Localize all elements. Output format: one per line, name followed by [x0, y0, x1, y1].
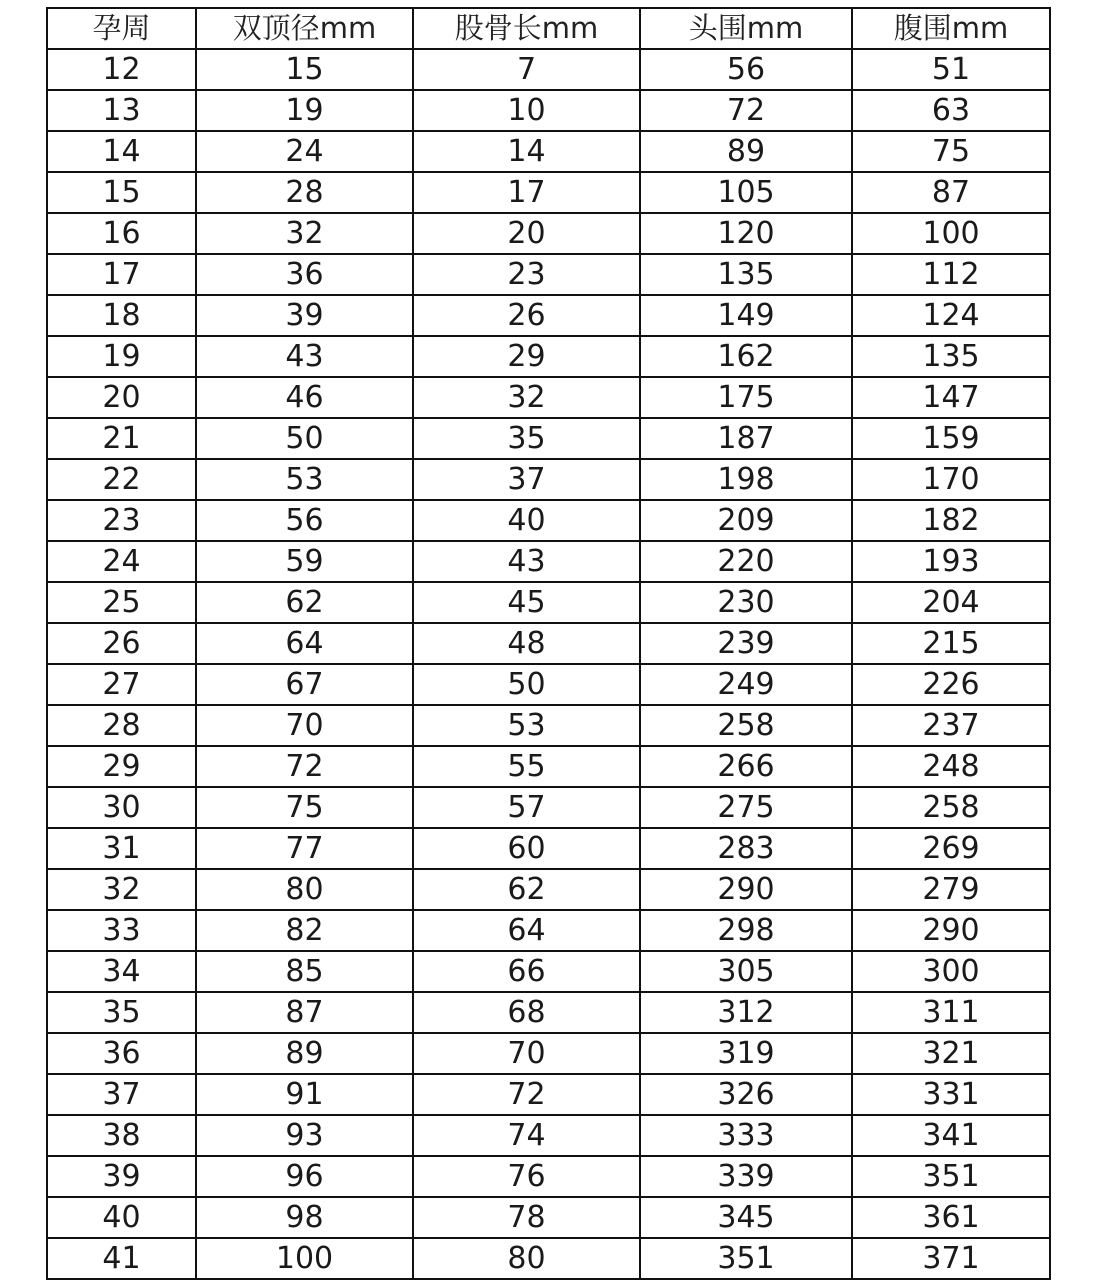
cell-biparietal-diameter: 15: [196, 49, 413, 90]
cell-femur-length: 74: [413, 1115, 640, 1156]
table-row: [47, 459, 1050, 500]
cell-biparietal-diameter: 32: [196, 213, 413, 254]
cell-head-circumference: 305: [640, 951, 852, 992]
cell-gestational-week: 22: [47, 459, 196, 500]
cell-femur-length: 64: [413, 910, 640, 951]
cell-abdominal-circumference: 258: [852, 787, 1050, 828]
cell-head-circumference: 249: [640, 664, 852, 705]
cell-head-circumference: 239: [640, 623, 852, 664]
cell-head-circumference: 56: [640, 49, 852, 90]
fetal-growth-table-wrapper: [46, 7, 1049, 1280]
cell-femur-length: 80: [413, 1238, 640, 1279]
cell-biparietal-diameter: 77: [196, 828, 413, 869]
cell-gestational-week: 41: [47, 1238, 196, 1279]
cell-abdominal-circumference: 237: [852, 705, 1050, 746]
cell-gestational-week: 30: [47, 787, 196, 828]
cell-abdominal-circumference: 135: [852, 336, 1050, 377]
cell-abdominal-circumference: 226: [852, 664, 1050, 705]
cell-head-circumference: 339: [640, 1156, 852, 1197]
cell-femur-length: 60: [413, 828, 640, 869]
table-row: [47, 336, 1050, 377]
cell-head-circumference: 345: [640, 1197, 852, 1238]
cell-abdominal-circumference: 159: [852, 418, 1050, 459]
cell-femur-length: 26: [413, 295, 640, 336]
cell-femur-length: 68: [413, 992, 640, 1033]
cell-abdominal-circumference: 51: [852, 49, 1050, 90]
cell-biparietal-diameter: 85: [196, 951, 413, 992]
cell-femur-length: 43: [413, 541, 640, 582]
cell-gestational-week: 23: [47, 500, 196, 541]
header-abdominal-circumference: 腹围mm: [852, 8, 1050, 49]
cell-biparietal-diameter: 100: [196, 1238, 413, 1279]
cell-biparietal-diameter: 75: [196, 787, 413, 828]
cell-head-circumference: 266: [640, 746, 852, 787]
header-biparietal-diameter: 双顶径mm: [196, 8, 413, 49]
cell-femur-length: 62: [413, 869, 640, 910]
cell-abdominal-circumference: 100: [852, 213, 1050, 254]
cell-gestational-week: 34: [47, 951, 196, 992]
cell-abdominal-circumference: 124: [852, 295, 1050, 336]
cell-biparietal-diameter: 98: [196, 1197, 413, 1238]
table-row: [47, 787, 1050, 828]
cell-gestational-week: 38: [47, 1115, 196, 1156]
cell-femur-length: 45: [413, 582, 640, 623]
cell-biparietal-diameter: 82: [196, 910, 413, 951]
cell-head-circumference: 326: [640, 1074, 852, 1115]
cell-biparietal-diameter: 93: [196, 1115, 413, 1156]
cell-gestational-week: 18: [47, 295, 196, 336]
cell-head-circumference: 312: [640, 992, 852, 1033]
table-row: [47, 377, 1050, 418]
cell-gestational-week: 15: [47, 172, 196, 213]
cell-femur-length: 55: [413, 746, 640, 787]
cell-femur-length: 23: [413, 254, 640, 295]
cell-abdominal-circumference: 361: [852, 1197, 1050, 1238]
table-row: [47, 213, 1050, 254]
cell-abdominal-circumference: 204: [852, 582, 1050, 623]
cell-femur-length: 53: [413, 705, 640, 746]
cell-gestational-week: 26: [47, 623, 196, 664]
cell-head-circumference: 162: [640, 336, 852, 377]
table-row: [47, 295, 1050, 336]
cell-abdominal-circumference: 170: [852, 459, 1050, 500]
cell-abdominal-circumference: 248: [852, 746, 1050, 787]
cell-femur-length: 35: [413, 418, 640, 459]
cell-head-circumference: 149: [640, 295, 852, 336]
cell-abdominal-circumference: 341: [852, 1115, 1050, 1156]
cell-head-circumference: 283: [640, 828, 852, 869]
table-row: [47, 992, 1050, 1033]
cell-biparietal-diameter: 24: [196, 131, 413, 172]
cell-head-circumference: 258: [640, 705, 852, 746]
cell-femur-length: 17: [413, 172, 640, 213]
cell-femur-length: 70: [413, 1033, 640, 1074]
cell-head-circumference: 135: [640, 254, 852, 295]
cell-abdominal-circumference: 147: [852, 377, 1050, 418]
cell-femur-length: 32: [413, 377, 640, 418]
header-femur-length: 股骨长mm: [413, 8, 640, 49]
header-gestational-week: 孕周: [47, 8, 196, 49]
cell-femur-length: 57: [413, 787, 640, 828]
cell-head-circumference: 220: [640, 541, 852, 582]
cell-biparietal-diameter: 80: [196, 869, 413, 910]
cell-abdominal-circumference: 371: [852, 1238, 1050, 1279]
cell-biparietal-diameter: 72: [196, 746, 413, 787]
cell-head-circumference: 290: [640, 869, 852, 910]
cell-gestational-week: 39: [47, 1156, 196, 1197]
table-row: [47, 1197, 1050, 1238]
cell-gestational-week: 24: [47, 541, 196, 582]
cell-head-circumference: 187: [640, 418, 852, 459]
fetal-growth-table: [46, 7, 1051, 1280]
cell-abdominal-circumference: 331: [852, 1074, 1050, 1115]
cell-biparietal-diameter: 87: [196, 992, 413, 1033]
table-row: [47, 1156, 1050, 1197]
cell-gestational-week: 27: [47, 664, 196, 705]
cell-biparietal-diameter: 50: [196, 418, 413, 459]
cell-head-circumference: 333: [640, 1115, 852, 1156]
cell-gestational-week: 16: [47, 213, 196, 254]
cell-biparietal-diameter: 36: [196, 254, 413, 295]
cell-head-circumference: 120: [640, 213, 852, 254]
cell-gestational-week: 17: [47, 254, 196, 295]
table-row: [47, 131, 1050, 172]
table-row: [47, 172, 1050, 213]
cell-gestational-week: 13: [47, 90, 196, 131]
table-row: [47, 664, 1050, 705]
cell-abdominal-circumference: 215: [852, 623, 1050, 664]
cell-head-circumference: 298: [640, 910, 852, 951]
cell-femur-length: 20: [413, 213, 640, 254]
table-row: [47, 582, 1050, 623]
cell-head-circumference: 319: [640, 1033, 852, 1074]
table-row: [47, 1238, 1050, 1279]
cell-biparietal-diameter: 89: [196, 1033, 413, 1074]
table-row: [47, 500, 1050, 541]
cell-abdominal-circumference: 279: [852, 869, 1050, 910]
table-row: [47, 1115, 1050, 1156]
cell-head-circumference: 209: [640, 500, 852, 541]
cell-biparietal-diameter: 53: [196, 459, 413, 500]
cell-abdominal-circumference: 63: [852, 90, 1050, 131]
cell-femur-length: 40: [413, 500, 640, 541]
cell-femur-length: 48: [413, 623, 640, 664]
cell-biparietal-diameter: 43: [196, 336, 413, 377]
cell-head-circumference: 198: [640, 459, 852, 500]
cell-head-circumference: 351: [640, 1238, 852, 1279]
cell-head-circumference: 230: [640, 582, 852, 623]
cell-gestational-week: 33: [47, 910, 196, 951]
cell-abdominal-circumference: 87: [852, 172, 1050, 213]
cell-gestational-week: 29: [47, 746, 196, 787]
cell-gestational-week: 37: [47, 1074, 196, 1115]
cell-abdominal-circumference: 311: [852, 992, 1050, 1033]
cell-femur-length: 37: [413, 459, 640, 500]
cell-biparietal-diameter: 67: [196, 664, 413, 705]
cell-gestational-week: 32: [47, 869, 196, 910]
cell-head-circumference: 89: [640, 131, 852, 172]
table-body: [47, 49, 1050, 1279]
cell-abdominal-circumference: 182: [852, 500, 1050, 541]
table-row: [47, 1033, 1050, 1074]
table-row: [47, 418, 1050, 459]
cell-abdominal-circumference: 300: [852, 951, 1050, 992]
cell-gestational-week: 36: [47, 1033, 196, 1074]
cell-biparietal-diameter: 56: [196, 500, 413, 541]
cell-head-circumference: 72: [640, 90, 852, 131]
cell-abdominal-circumference: 75: [852, 131, 1050, 172]
cell-gestational-week: 14: [47, 131, 196, 172]
cell-abdominal-circumference: 112: [852, 254, 1050, 295]
cell-gestational-week: 12: [47, 49, 196, 90]
header-head-circumference: 头围mm: [640, 8, 852, 49]
table-header-row: [47, 8, 1050, 49]
cell-head-circumference: 275: [640, 787, 852, 828]
table-row: [47, 910, 1050, 951]
cell-head-circumference: 105: [640, 172, 852, 213]
cell-femur-length: 76: [413, 1156, 640, 1197]
table-row: [47, 828, 1050, 869]
table-row: [47, 705, 1050, 746]
cell-biparietal-diameter: 19: [196, 90, 413, 131]
cell-femur-length: 7: [413, 49, 640, 90]
cell-abdominal-circumference: 321: [852, 1033, 1050, 1074]
cell-femur-length: 78: [413, 1197, 640, 1238]
cell-gestational-week: 20: [47, 377, 196, 418]
cell-biparietal-diameter: 62: [196, 582, 413, 623]
cell-femur-length: 50: [413, 664, 640, 705]
cell-abdominal-circumference: 193: [852, 541, 1050, 582]
cell-head-circumference: 175: [640, 377, 852, 418]
cell-biparietal-diameter: 70: [196, 705, 413, 746]
cell-biparietal-diameter: 46: [196, 377, 413, 418]
cell-abdominal-circumference: 351: [852, 1156, 1050, 1197]
cell-biparietal-diameter: 39: [196, 295, 413, 336]
cell-biparietal-diameter: 59: [196, 541, 413, 582]
cell-femur-length: 72: [413, 1074, 640, 1115]
cell-abdominal-circumference: 269: [852, 828, 1050, 869]
cell-femur-length: 10: [413, 90, 640, 131]
cell-gestational-week: 35: [47, 992, 196, 1033]
table-row: [47, 746, 1050, 787]
cell-gestational-week: 19: [47, 336, 196, 377]
cell-biparietal-diameter: 91: [196, 1074, 413, 1115]
cell-biparietal-diameter: 28: [196, 172, 413, 213]
table-row: [47, 623, 1050, 664]
cell-gestational-week: 21: [47, 418, 196, 459]
table-row: [47, 1074, 1050, 1115]
table-row: [47, 49, 1050, 90]
cell-femur-length: 29: [413, 336, 640, 377]
cell-gestational-week: 31: [47, 828, 196, 869]
cell-biparietal-diameter: 96: [196, 1156, 413, 1197]
cell-femur-length: 14: [413, 131, 640, 172]
cell-biparietal-diameter: 64: [196, 623, 413, 664]
cell-abdominal-circumference: 290: [852, 910, 1050, 951]
table-row: [47, 869, 1050, 910]
cell-femur-length: 66: [413, 951, 640, 992]
table-row: [47, 951, 1050, 992]
table-row: [47, 90, 1050, 131]
table-row: [47, 541, 1050, 582]
cell-gestational-week: 40: [47, 1197, 196, 1238]
table-row: [47, 254, 1050, 295]
cell-gestational-week: 28: [47, 705, 196, 746]
cell-gestational-week: 25: [47, 582, 196, 623]
